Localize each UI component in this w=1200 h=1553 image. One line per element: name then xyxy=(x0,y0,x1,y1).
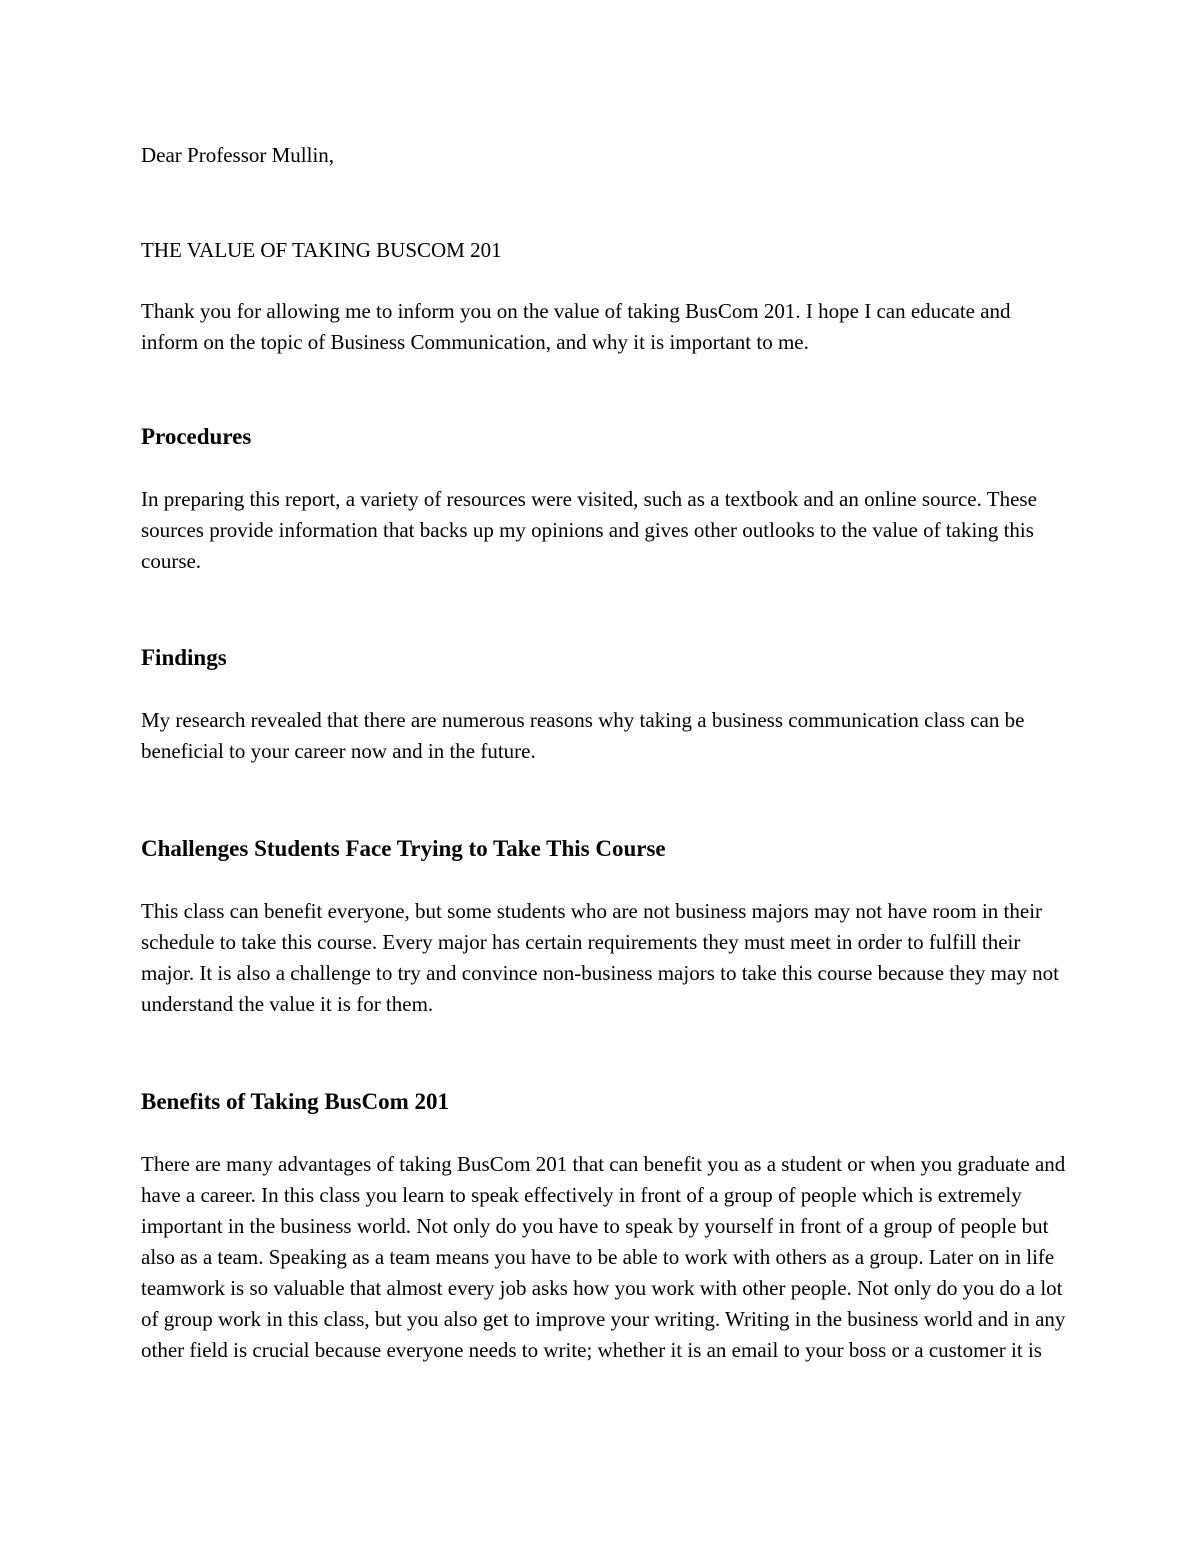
section-body-benefits: There are many advantages of taking BusCom 201 that can benefit you as a student or when you graduate and have a career. In this class you learn to speak effectively in front of a group of people which is extremely important in the business world. Not only do you have to speak by yourself in front of a group of people but also as a team. Speaking as a team means you have to be able to work with others as a group. Later on in life teamwork is so valuable that almost every job asks how you work with other people. Not only do you do a lot of group work in this class, but you also get to improve your writing. Writing in the business world and in any other field is crucial because everyone needs to write; whether it is an email to your boss or a customer it is xyxy=(141,1152,1066,1362)
document-body xyxy=(141,140,1066,1366)
section-heading-findings: Findings xyxy=(141,645,227,670)
section-heading-challenges: Challenges Students Face Trying to Take This Course xyxy=(141,836,666,861)
section-body-procedures: In preparing this report, a variety of resources were visited, such as a textbook and an online source. These sources provide information that backs up my opinions and gives other outlooks to the value of taking this course. xyxy=(141,487,1037,573)
subject-line: THE VALUE OF TAKING BUSCOM 201 xyxy=(141,238,502,262)
section-heading-procedures: Procedures xyxy=(141,424,252,449)
intro-paragraph: Thank you for allowing me to inform you on the value of taking BusCom 201. I hope I can educate and inform on the topic of Business Communication, and why it is important to me. xyxy=(141,299,1011,354)
section-body-findings: My research revealed that there are numerous reasons why taking a business communication class can be beneficial to your career now and in the future. xyxy=(141,708,1025,763)
salutation: Dear Professor Mullin, xyxy=(141,143,335,167)
section-heading-benefits: Benefits of Taking BusCom 201 xyxy=(141,1089,450,1114)
section-body-challenges: This class can benefit everyone, but some students who are not business majors may not have room in their schedule to take this course. Every major has certain requirements they must meet in order to fulfill their major. It is also a challenge to try and convince non-business majors to take this course because they may not understand the value it is for them. xyxy=(141,899,1059,1016)
